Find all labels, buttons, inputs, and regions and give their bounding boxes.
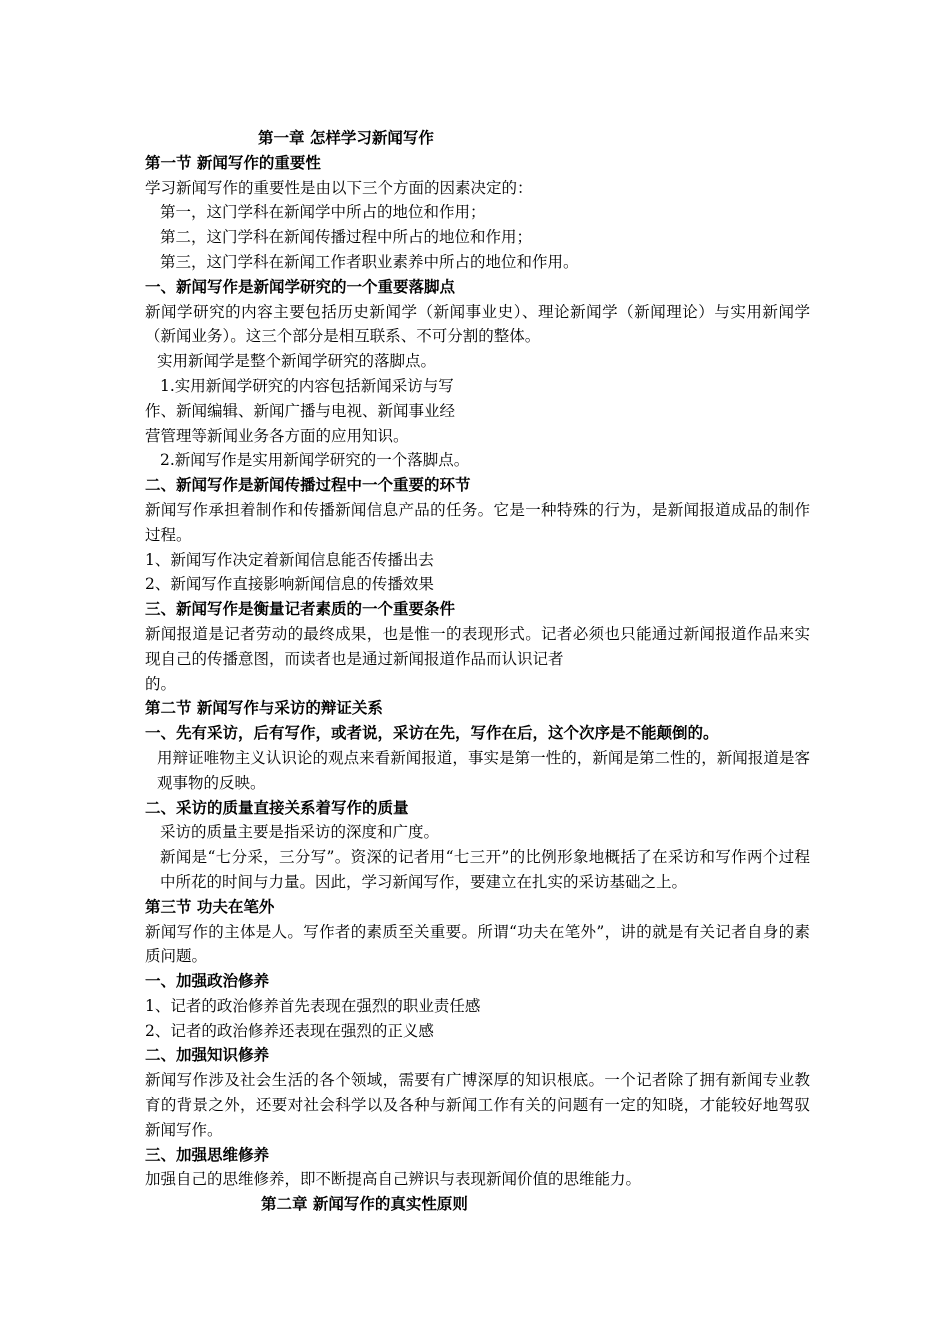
paragraph-8-1: 新闻写作涉及社会生活的各个领域，需要有广博深厚的知识根底。一个记者除了拥有新闻专业教育的背景之外，还要对社会科学以及各种与新闻工作有关的问题有一定的知晓，才能较好地驾驭新闻写作。 — [145, 1071, 810, 1139]
reason-3: 第三，这门学科在新闻工作者职业素养中所占的地位和作用。 — [160, 252, 579, 271]
paragraph-2-2: 1、新闻写作决定着新闻信息能否传播出去 — [145, 550, 434, 569]
paragraph-6-1: 新闻写作的主体是人。写作者的素质至关重要。所谓“功夫在笔外”，讲的就是有关记者自身的素质问题。 — [145, 922, 810, 966]
paragraph-3-1: 新闻报道是记者劳动的最终成果，也是惟一的表现形式。记者必须也只能通过新闻报道作品来实现自己的传播意图，而读者也是通过新闻报道作品而认识记者 — [145, 624, 810, 668]
paragraph-1-3b: 作、新闻编辑、新闻广播与电视、新闻事业经 — [145, 401, 456, 420]
paragraph-5-1: 采访的质量主要是指采访的深度和广度。 — [160, 823, 440, 842]
paragraph-9-1: 加强自己的思维修养，即不断提高自己辨识与表现新闻价值的思维能力。 — [145, 1170, 642, 1189]
paragraph-7-2: 2、记者的政治修养还表现在强烈的正义感 — [145, 1021, 434, 1040]
heading-2-2: 二、采访的质量直接关系着写作的质量 — [145, 797, 409, 817]
paragraph-1-1: 新闻学研究的内容主要包括历史新闻学（新闻事业史）、理论新闻学（新闻理论）与实用新闻学（新闻业务）。这三个部分是相互联系、不可分割的整体。 — [145, 302, 810, 346]
heading-3-1: 一、加强政治修养 — [145, 971, 270, 991]
chapter-2-title: 第二章 新闻写作的真实性原则 — [261, 1194, 468, 1214]
heading-1-1: 一、新闻写作是新闻学研究的一个重要落脚点 — [145, 276, 456, 296]
paragraph-7-1: 1、记者的政治修养首先表现在强烈的职业责任感 — [145, 996, 481, 1015]
paragraph-2-1: 新闻写作承担着制作和传播新闻信息产品的任务。它是一种特殊的行为，是新闻报道成品的制作过程。 — [145, 500, 810, 544]
section-3-title: 第三节 功夫在笔外 — [145, 896, 275, 916]
document-body — [145, 126, 810, 1217]
paragraph-5-2: 新闻是“七分采，三分写”。资深的记者用“七三开”的比例形象地概括了在采访和写作两个过程中所花的时间与力量。因此，学习新闻写作，要建立在扎实的采访基础之上。 — [160, 848, 810, 891]
heading-1-3: 三、新闻写作是衡量记者素质的一个重要条件 — [145, 599, 456, 619]
paragraph-1-3c: 营管理等新闻业务各方面的应用知识。 — [145, 426, 409, 445]
paragraph-1-4: 2.新闻写作是实用新闻学研究的一个落脚点。 — [160, 451, 470, 470]
heading-1-2: 二、新闻写作是新闻传播过程中一个重要的环节 — [145, 475, 471, 495]
reason-2: 第二，这门学科在新闻传播过程中所占的地位和作用； — [160, 228, 533, 247]
paragraph-2-3: 2、新闻写作直接影响新闻信息的传播效果 — [145, 575, 434, 594]
heading-3-2: 二、加强知识修养 — [145, 1045, 270, 1065]
section-1-title: 第一节 新闻写作的重要性 — [145, 152, 321, 172]
paragraph-4-1: 用辩证唯物主义认识论的观点来看新闻报道，事实是第一性的，新闻是第二性的，新闻报道是客观事物的反映。 — [157, 748, 810, 792]
paragraph-1-3a: 1.实用新闻学研究的内容包括新闻采访与写 — [160, 376, 454, 395]
heading-2-1: 一、先有采访，后有写作，或者说，采访在先，写作在后，这个次序是不能颠倒的。 — [145, 723, 719, 743]
paragraph-1-2: 实用新闻学是整个新闻学研究的落脚点。 — [157, 352, 437, 371]
section-2-title: 第二节 新闻写作与采访的辩证关系 — [145, 698, 383, 718]
chapter-1-title: 第一章 怎样学习新闻写作 — [258, 128, 434, 147]
paragraph-3-2: 的。 — [145, 674, 177, 693]
reason-1: 第一，这门学科在新闻学中所占的地位和作用； — [160, 203, 486, 222]
intro-paragraph: 学习新闻写作的重要性是由以下三个方面的因素决定的： — [145, 178, 533, 197]
heading-3-3: 三、加强思维修养 — [145, 1144, 270, 1164]
